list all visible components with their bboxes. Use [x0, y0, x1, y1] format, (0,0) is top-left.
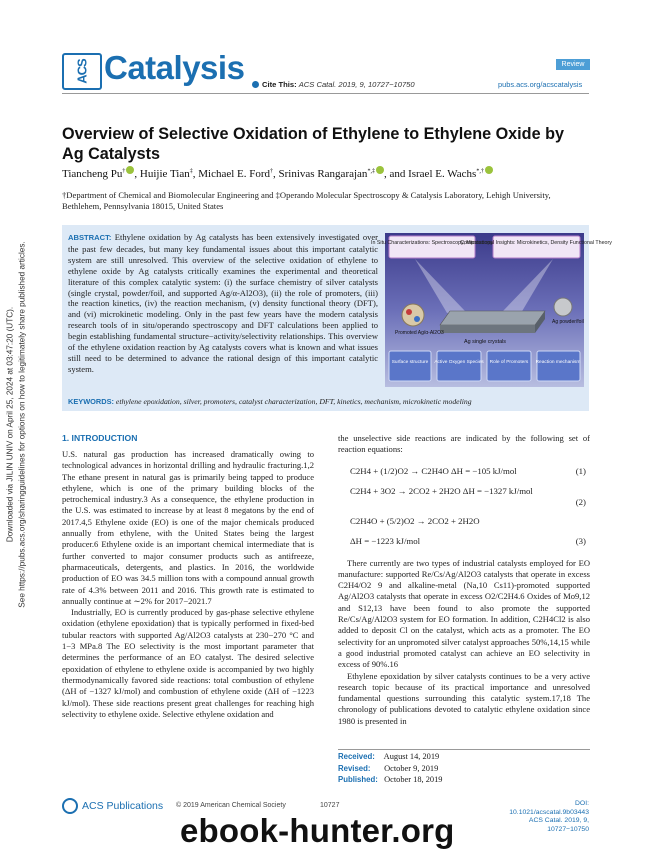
toc-bottom-4: Reaction mechanism: [535, 360, 581, 365]
author[interactable]: Huijie Tian: [139, 168, 190, 180]
left-column: [62, 449, 314, 720]
author-affiliation-mark: †: [122, 168, 126, 175]
acs-logo-mark: ACS: [62, 53, 102, 90]
equation-1: C2H4 + (1/2)O2 → C2H4O ΔH = −105 kJ/mol (1): [350, 465, 586, 476]
article-title: Overview of Selective Oxidation of Ethylene to Ethylene Oxide by Ag Catalysts: [62, 125, 564, 163]
cite-icon: [252, 81, 259, 88]
orcid-icon[interactable]: [126, 166, 134, 174]
author-affiliation-mark: ‡: [189, 168, 193, 175]
doi-block[interactable]: [500, 800, 589, 834]
catalysts-paragraph: There currently are two types of industrial catalysts employed for EO manufacture: supported Re/Cs/Ag/Al2O3 catalysts that operate in excess C2H4/O2 9 and alkaline-metal (Na,10 Cs11)-promoted supported Ag/Al2O3 catalysts that operate in excess O2/C2H4.6 Oxides of Mo9,12 and S12,13 have been found to also promote the supported Re/Cs/Ag/Al2O3 system for EO formation. In addition, C2H4Cl2 is also added to deposit Cl on the catalyst, which acts as a promoter. The EO selectivity for an unpromoted silver catalyst approaches 50%,14,15 while a good industrial promoted catalyst can achieve an EO selectivity in excess of 90%.16: [338, 557, 590, 670]
journal-name: Catalysis: [104, 49, 245, 86]
abstract-text: Ethylene oxidation by Ag catalysts has been extensively investigated over the past few decades, but many key fundamental issues about this important catalytic system are still unresolved. This overview of the selective oxidation of ethylene to ethylene oxide by Ag catalysts critically examines the experimental and theoretical literature of this complex catalytic system: (i) the surface chemistry of silver catalysts (single crystal, powder/foil, and supported Ag/α-Al2O3), (ii) the role of promoters, (iii) the reaction kinetics, (iv) the reaction mechanism, (v) density functional theory (DFT), and (vi) microkinetic modeling. Only in the past few years have the modern catalysis research tools of in situ/operando spectroscopy and DFT calculations been applied to begin establishing fundamental structure−activity/selectivity relationships. This overview of the ethylene oxidation reaction by Ag catalysts covers what is known and what issues still need to be determined to advance the rational design of this important catalytic system.: [68, 232, 379, 374]
author[interactable]: and Israel E. Wachs: [389, 168, 477, 180]
revised-label: Revised:: [338, 763, 371, 773]
author[interactable]: Michael E. Ford: [198, 168, 271, 180]
citation: ACS Catal. 2019, 9, 10727−10750: [298, 80, 415, 89]
author[interactable]: Tiancheng Pu: [62, 168, 123, 180]
equation-2: C2H4 + 3O2 → 2CO2 + 2H2O ΔH = −1327 kJ/mol (2): [350, 485, 586, 507]
keywords-label: KEYWORDS:: [68, 397, 114, 406]
published-date: October 18, 2019: [384, 775, 443, 784]
revised-date: October 9, 2019: [384, 763, 439, 773]
page-number: 10727: [320, 802, 340, 809]
published-label: Published:: [338, 775, 378, 784]
sharing-guidelines-note[interactable]: See https://pubs.acs.org/sharingguidelines for options on how to legitimately share published articles.: [17, 241, 27, 608]
received-label: Received:: [338, 752, 375, 761]
orcid-icon[interactable]: [376, 166, 384, 174]
toc-label-powder: Ag powder/foil: [552, 319, 584, 325]
research-paragraph: Ethylene epoxidation by silver catalysts continues to be a very active research topic because of its practical importance and unresolved fundamental questions surrounding this catalytic system.17,18 The chronology of publications devoted to catalytic ethylene oxidation since 1980 is presented in: [338, 670, 590, 726]
author-list: Tiancheng Pu† , Huijie Tian‡, Michael E. Ford†, Srinivas Rangarajan*,‡ , and Israel E. Wachs*,†: [62, 166, 493, 180]
article-dates: [338, 751, 590, 786]
equation-3a: C2H4O + (5/2)O2 → 2CO2 + 2H2O: [350, 515, 480, 526]
abstract: [68, 232, 378, 375]
toc-box-computational-text: Computational Insights: Microkinetics, Density Functional Theory: [460, 240, 612, 246]
toc-bottom-2: Active Oxygen Species: [434, 360, 484, 365]
toc-powder-particle: [554, 298, 572, 316]
keywords-text: ethylene epoxidation, silver, promoters, catalyst characterization, DFT, kinetics, mechanism, microkinetic modeling: [115, 397, 472, 406]
right-column: [338, 433, 590, 727]
header-rule: [62, 93, 589, 94]
journal-reference: ACS Catal. 2019, 9, 10727−10750: [528, 817, 589, 833]
watermark: ebook-hunter.org: [180, 812, 455, 849]
author[interactable]: Srinivas Rangarajan: [278, 168, 368, 180]
journal-url[interactable]: pubs.acs.org/acscatalysis: [498, 80, 583, 89]
acs-publications-logo[interactable]: ACS Publications: [62, 797, 172, 817]
toc-graphic[interactable]: [370, 233, 612, 387]
toc-bottom-3: Role of Promoters: [489, 360, 529, 365]
keywords: [68, 397, 583, 406]
received-date: August 14, 2019: [383, 752, 440, 761]
equation-3b: ΔH = −1223 kJ/mol (3): [350, 535, 586, 546]
equations-intro: the unselective side reactions are indicated by the following set of reaction equations:: [338, 433, 590, 455]
orcid-icon[interactable]: [485, 166, 493, 174]
toc-crystal-slab: [440, 311, 545, 333]
copyright: © 2019 American Chemical Society: [176, 802, 286, 809]
download-note: Downloaded via JILIN UNIV on April 25, 2024 at 03:47:20 (UTC).: [5, 306, 15, 543]
journal-logo[interactable]: [62, 49, 245, 90]
intro-paragraph-2: Industrially, EO is currently produced by gas-phase selective ethylene oxidation (ethylene epoxidation) that is typically performed in fixed-bed tubular reactors with supported Ag/Al2O3 catalysts at 230−270 °C and 1−3 MPa.8 The EO selectivity is the most important parameter that determines the performance of an EO catalyst. The desired selective epoxidation of ethylene to ethylene oxide is accompanied by two highly thermodynamically favored side reactions: total combustion of ethylene (ΔH of −1327 kJ/mol) and combustion of ethylene oxide (ΔH of −1223 kJ/mol). These side reactions present great challenges for reaching high selectivity to ethylene oxide. Selective ethylene oxidation and: [62, 607, 314, 719]
acs-publications-icon: [62, 798, 78, 814]
toc-label-promoted: Promoted Ag/α-Al2O3: [395, 330, 444, 336]
intro-paragraph-1: U.S. natural gas production has increased dramatically owing to technological advances in horizontal drilling and hydraulic fracturing.1,2 The ethane present in natural gas is primarily being tapped to produce ethylene, which is one of the primary building blocks of the petrochemical industry.3 As a consequence, the ethylene production in the U.S. was estimated to increase by at least 8 megatons by the end of 2017.4,5 Ethylene oxide (EO) is one of the major chemicals produced annually from ethylene, with the United States being the largest producer.6 Ethylene oxide is an important chemical intermediate that is further converted to major consumer products such as antifreeze, pharmaceuticals, detergents, and plastics. In 2016, the worldwide production of EO was 34.5 million tons with a compound annual growth rate of 4.3% between 2011 and 2016. This growth rate is estimated to annually continue at ∼2% for 2017−2021.7: [62, 449, 314, 606]
affiliation: †Department of Chemical and Biomolecular Engineering and ‡Operando Molecular Spectroscopy & Catalysis Laboratory, Lehigh University, Bethlehem, Pennsylvania 18015, United States: [62, 190, 551, 211]
doi[interactable]: DOI: 10.1021/acscatal.9b03443: [509, 800, 589, 816]
cite-this[interactable]: Cite This: ACS Catal. 2019, 9, 10727−10750: [252, 80, 415, 89]
author-affiliation-mark: †: [270, 168, 274, 175]
toc-label-crystals: Ag single crystals: [464, 339, 506, 345]
toc-promoted-particle: [402, 304, 424, 326]
abstract-label: ABSTRACT:: [68, 233, 112, 242]
article-type-badge: Review: [556, 59, 590, 70]
section-heading: 1. INTRODUCTION: [62, 433, 138, 443]
author-affiliation-mark: *,‡: [367, 168, 375, 175]
dates-rule: [338, 749, 590, 750]
toc-box-insitu-text: In Situ Characterizations: Spectroscopy, Microscopy: [370, 240, 494, 246]
author-affiliation-mark: *,†: [476, 168, 484, 175]
toc-bottom-1: Surface structure: [391, 360, 429, 365]
